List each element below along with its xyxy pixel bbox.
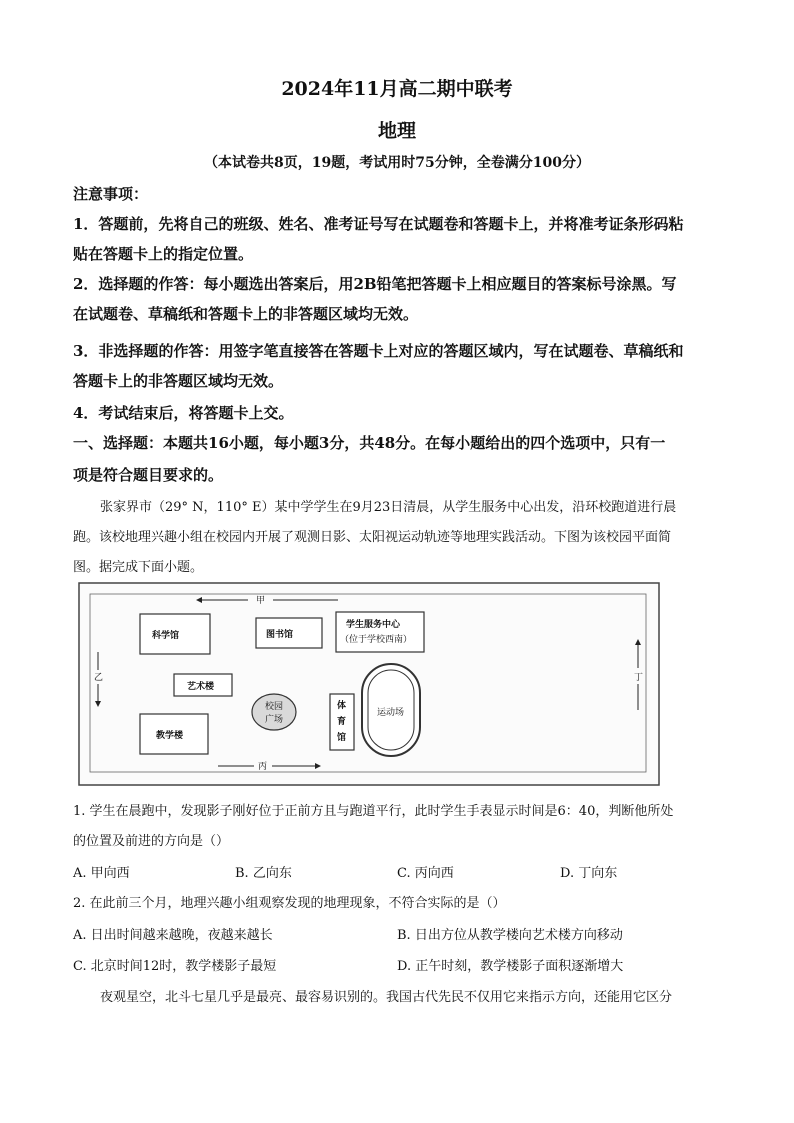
gym-label-2: 育 [337,717,347,727]
library-label: 图书馆 [266,630,294,640]
passage1-line3: 图。据完成下面小题。 [73,560,204,575]
note-3a: 3．非选择题的作答：用签字笔直接答在答题卡上对应的答题区域内，写在试题卷、草稿纸和 [73,342,684,360]
field-label: 运动场 [377,708,405,718]
note-1a: 1．答题前，先将自己的班级、姓名、准考证号写在试题卷和答题卡上，并将准考证条形码粘 [73,215,684,233]
q1-option-c[interactable]: C. 丙向西 [397,866,454,881]
q1-option-b[interactable]: B. 乙向东 [235,866,292,881]
route-label-top: 甲 [256,596,266,606]
note-3b: 答题卡上的非答题区域均无效。 [73,372,284,390]
passage1-line1: 张家界市（29° N，110° E）某中学学生在9月23日清晨，从学生服务中心出发，沿环校跑道进行晨 [100,500,677,515]
passage1-line2: 跑。该校地理兴趣小组在校园内开展了观测日影、太阳视运动轨迹等地理实践活动。下图为该校园平面简 [73,530,672,545]
q2-option-a[interactable]: A. 日出时间越来越晚，夜越来越长 [73,928,273,943]
gym-label-1: 体 [337,701,347,711]
campus-map-svg [78,582,660,786]
notes-heading: 注意事项： [73,185,149,203]
q1-option-d[interactable]: D. 丁向东 [560,866,618,881]
q1-option-a[interactable]: A. 甲向西 [73,866,130,881]
q1-stem-b: 的位置及前进的方向是（） [73,834,230,849]
passage2-line1: 夜观星空，北斗七星几乎是最亮、最容易识别的。我国古代先民不仅用它来指示方向，还能用它区分 [100,990,673,1005]
campus-map [78,582,660,786]
service-center-building [336,612,424,652]
note-2a: 2．选择题的作答：每小题选出答案后，用2B铅笔把答题卡上相应题目的答案标号涂黑。写 [73,275,677,293]
section1-heading-b: 项是符合题目要求的。 [73,466,224,484]
plaza-label-2: 广场 [265,715,284,725]
teaching-label: 教学楼 [156,731,184,741]
note-2b: 在试题卷、草稿纸和答题卡上的非答题区域均无效。 [73,305,419,323]
gym-label-3: 馆 [337,733,347,743]
q2-stem: 2. 在此前三个月，地理兴趣小组观察发现的地理现象，不符合实际的是（） [73,896,506,911]
science-label: 科学馆 [152,631,180,641]
service-label-1: 学生服务中心 [346,620,401,630]
art-label: 艺术楼 [187,682,215,692]
note-1b: 贴在答题卡上的指定位置。 [73,245,254,263]
exam-info: （本试卷共8页，19题，考试用时75分钟，全卷满分100分） [204,155,590,171]
note-4: 4．考试结束后，将答题卡上交。 [73,404,294,422]
route-label-left: 乙 [94,673,104,683]
section1-heading-a: 一、选择题：本题共16小题，每小题3分，共48分。在每小题给出的四个选项中，只有一 [73,434,666,452]
plaza-label-1: 校园 [265,702,284,712]
route-label-right: 丁 [634,673,644,683]
q2-option-d[interactable]: D. 正午时刻，教学楼影子面积逐渐增大 [397,959,624,974]
subject-title: 地理 [377,120,416,142]
route-label-bottom: 丙 [258,762,268,772]
q2-option-b[interactable]: B. 日出方位从教学楼向艺术楼方向移动 [397,928,623,943]
q1-stem-a: 1. 学生在晨跑中，发现影子刚好位于正前方且与跑道平行，此时学生手表显示时间是6：40，判断他所处 [73,804,674,819]
exam-title: 2024年11月高二期中联考 [281,78,513,100]
q2-option-c[interactable]: C. 北京时间12时，教学楼影子最短 [73,959,277,974]
service-label-2: （位于学校西南） [340,635,413,645]
